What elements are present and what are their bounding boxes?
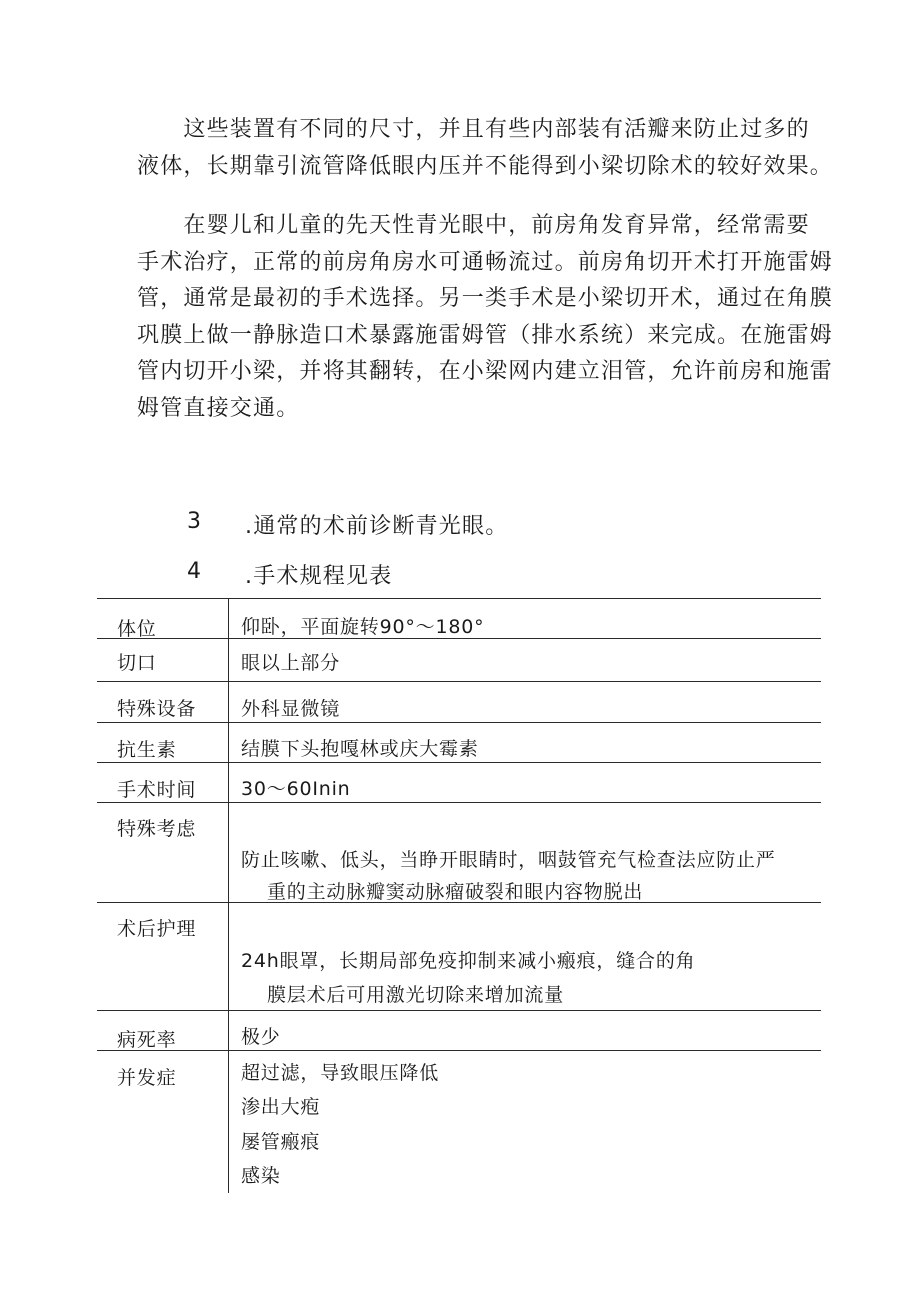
table-rule: [97, 722, 821, 723]
text-line: 姆管直接交通。: [137, 395, 300, 421]
row-value: 24h眼罩，长期局部免疫抑制来减小瘢痕，缝合的角: [241, 950, 696, 972]
row-value: 眼以上部分: [241, 652, 341, 674]
paragraph-1: [137, 112, 834, 185]
table-column-divider: [228, 598, 229, 1193]
row-label: 体位: [117, 618, 157, 640]
table-rule: [97, 1050, 821, 1051]
row-value: 仰卧，平面旋转90°～180°: [241, 616, 485, 638]
table-rule: [97, 1010, 821, 1011]
row-value: 防止咳嗽、低头，当睁开眼睛时，咽鼓管充气检查法应防止严: [241, 849, 776, 871]
row-label: 并发症: [117, 1067, 177, 1089]
row-label: 手术时间: [117, 779, 197, 801]
procedure-table: [97, 598, 821, 1198]
table-rule: [97, 802, 821, 803]
row-label: 抗生素: [117, 739, 177, 761]
item-number: 4: [187, 559, 203, 584]
row-value: 超过滤，导致眼压降低: [241, 1062, 440, 1084]
row-value: 感染: [241, 1165, 281, 1187]
row-value: 渗出大疱: [241, 1096, 321, 1118]
paragraph-2: [137, 208, 834, 427]
row-value: 结膜下头抱嘎林或庆大霉素: [241, 738, 479, 760]
text-line: 管内切开小梁，并将其翻转，在小梁网内建立泪管，允许前房和施雷: [137, 359, 834, 384]
text-line: 在婴儿和儿童的先天性青光眼中，前房角发育异常，经常需要: [137, 213, 810, 238]
row-value: 重的主动脉瓣窦动脉瘤破裂和眼内容物脱出: [267, 881, 644, 903]
row-value: 极少: [241, 1026, 281, 1048]
row-label: 术后护理: [117, 918, 197, 940]
item-text: .通常的术前诊断青光眼。: [245, 514, 509, 539]
text-line: 液体，长期靠引流管降低眼内压并不能得到小梁切除术的较好效果。: [137, 153, 834, 179]
row-value: 30～60Inin: [241, 778, 351, 800]
text-line: 管，通常是最初的手术选择。另一类手术是小梁切开术，通过在角膜: [137, 286, 834, 311]
table-rule: [97, 681, 821, 682]
row-value: 屡管瘢痕: [241, 1131, 321, 1153]
table-rule: [97, 762, 821, 763]
row-label: 切口: [117, 652, 157, 674]
row-label: 特殊设备: [117, 698, 197, 720]
row-label: 特殊考虑: [117, 818, 197, 840]
row-value: 膜层术后可用激光切除来增加流量: [267, 984, 565, 1006]
row-value: 外科显微镜: [241, 698, 341, 720]
text-line: 这些装置有不同的尺寸，并且有些内部装有活瓣来防止过多的: [137, 117, 810, 142]
item-number: 3: [187, 509, 203, 534]
row-label: 病死率: [117, 1029, 177, 1051]
item-text: .手术规程见表: [245, 564, 393, 589]
text-line: 巩膜上做一静脉造口术暴露施雷姆管（排水系统）来完成。在施雷姆: [137, 322, 834, 348]
table-rule: [97, 598, 821, 599]
text-line: 手术治疗，正常的前房角房水可通畅流过。前房角切开术打开施雷姆: [137, 249, 834, 275]
